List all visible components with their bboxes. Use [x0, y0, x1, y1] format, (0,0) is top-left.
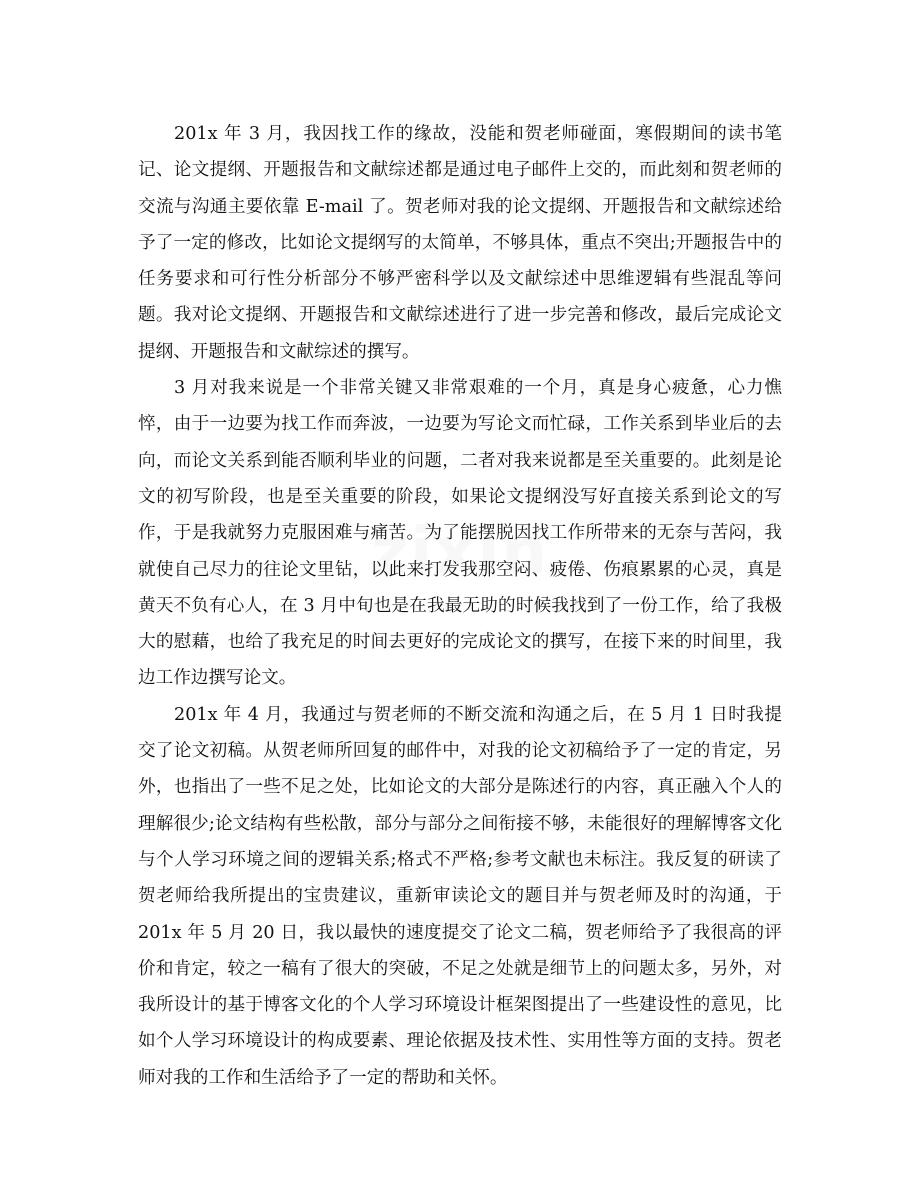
watermark: zixin: [371, 515, 549, 589]
document-body: [138, 116, 782, 1096]
paragraph-april-drafts: 201x 年 4 月，我通过与贺老师的不断交流和沟通之后，在 5 月 1 日时我提交了论文初稿。从贺老师所回复的邮件中，对我的论文初稿给予了一定的肯定，另外，也指出了一些不足之处，比如论文的大部分是陈述行的内容，真正融入个人的理解很少;论文结构有些松散，部分与部分之间衔接不够，未能很好的理解博客文化与个人学习环境之间的逻辑关系;格式不严格;参考文献也未标注。我反复的研读了贺老师给我所提出的宝贵建议，重新审读论文的题目并与贺老师及时的沟通，于 201x 年 5 月 20 日，我以最快的速度提交了论文二稿，贺老师给予了我很高的评价和肯定，较之一稿有了很大的突破，不足之处就是细节上的问题太多，另外，对我所设计的基于博客文化的个人学习环境设计框架图提出了一些建设性的意见，比如个人学习环境设计的构成要素、理论依据及技术性、实用性等方面的支持。贺老师对我的工作和生活给予了一定的帮助和关怀。: [138, 704, 782, 1088]
paragraph-march-email: 201x 年 3 月，我因找工作的缘故，没能和贺老师碰面，寒假期间的读书笔记、论文提纲、开题报告和文献综述都是通过电子邮件上交的，而此刻和贺老师的交流与沟通主要依靠 E-mail 了。贺老师对我的论文提纲、开题报告和文献综述给予了一定的修改，比如论文提纲写的太简单，不够具体，重点不突出;开题报告中的任务要求和可行性分析部分不够严密科学以及文献综述中思维逻辑有些混乱等问题。我对论文提纲、开题报告和文献综述进行了进一步完善和修改，最后完成论文提纲、开题报告和文献综述的撰写。: [138, 124, 782, 362]
paragraph-march-hardship: 3 月对我来说是一个非常关键又非常艰难的一个月，真是身心疲惫，心力憔悴，由于一边要为找工作而奔波，一边要为写论文而忙碌，工作关系到毕业后的去向，而论文关系到能否顺利毕业的问题，二者对我来说都是至关重要的。此刻是论文的初写阶段，也是至关重要的阶段，如果论文提纲没写好直接关系到论文的写作，于是我就努力克服困难与痛苦。为了能摆脱因找工作所带来的无奈与苦闷，我就使自己尽力的往论文里钻，以此来打发我那空闷、疲倦、伤痕累累的心灵，真是黄天不负有心人，在 3 月中旬也是在我最无助的时候我找到了一份工作，给了我极大的慰藉，也给了我充足的时间去更好的完成论文的撰写，在接下来的时间里，我边工作边撰写论文。: [138, 378, 782, 689]
